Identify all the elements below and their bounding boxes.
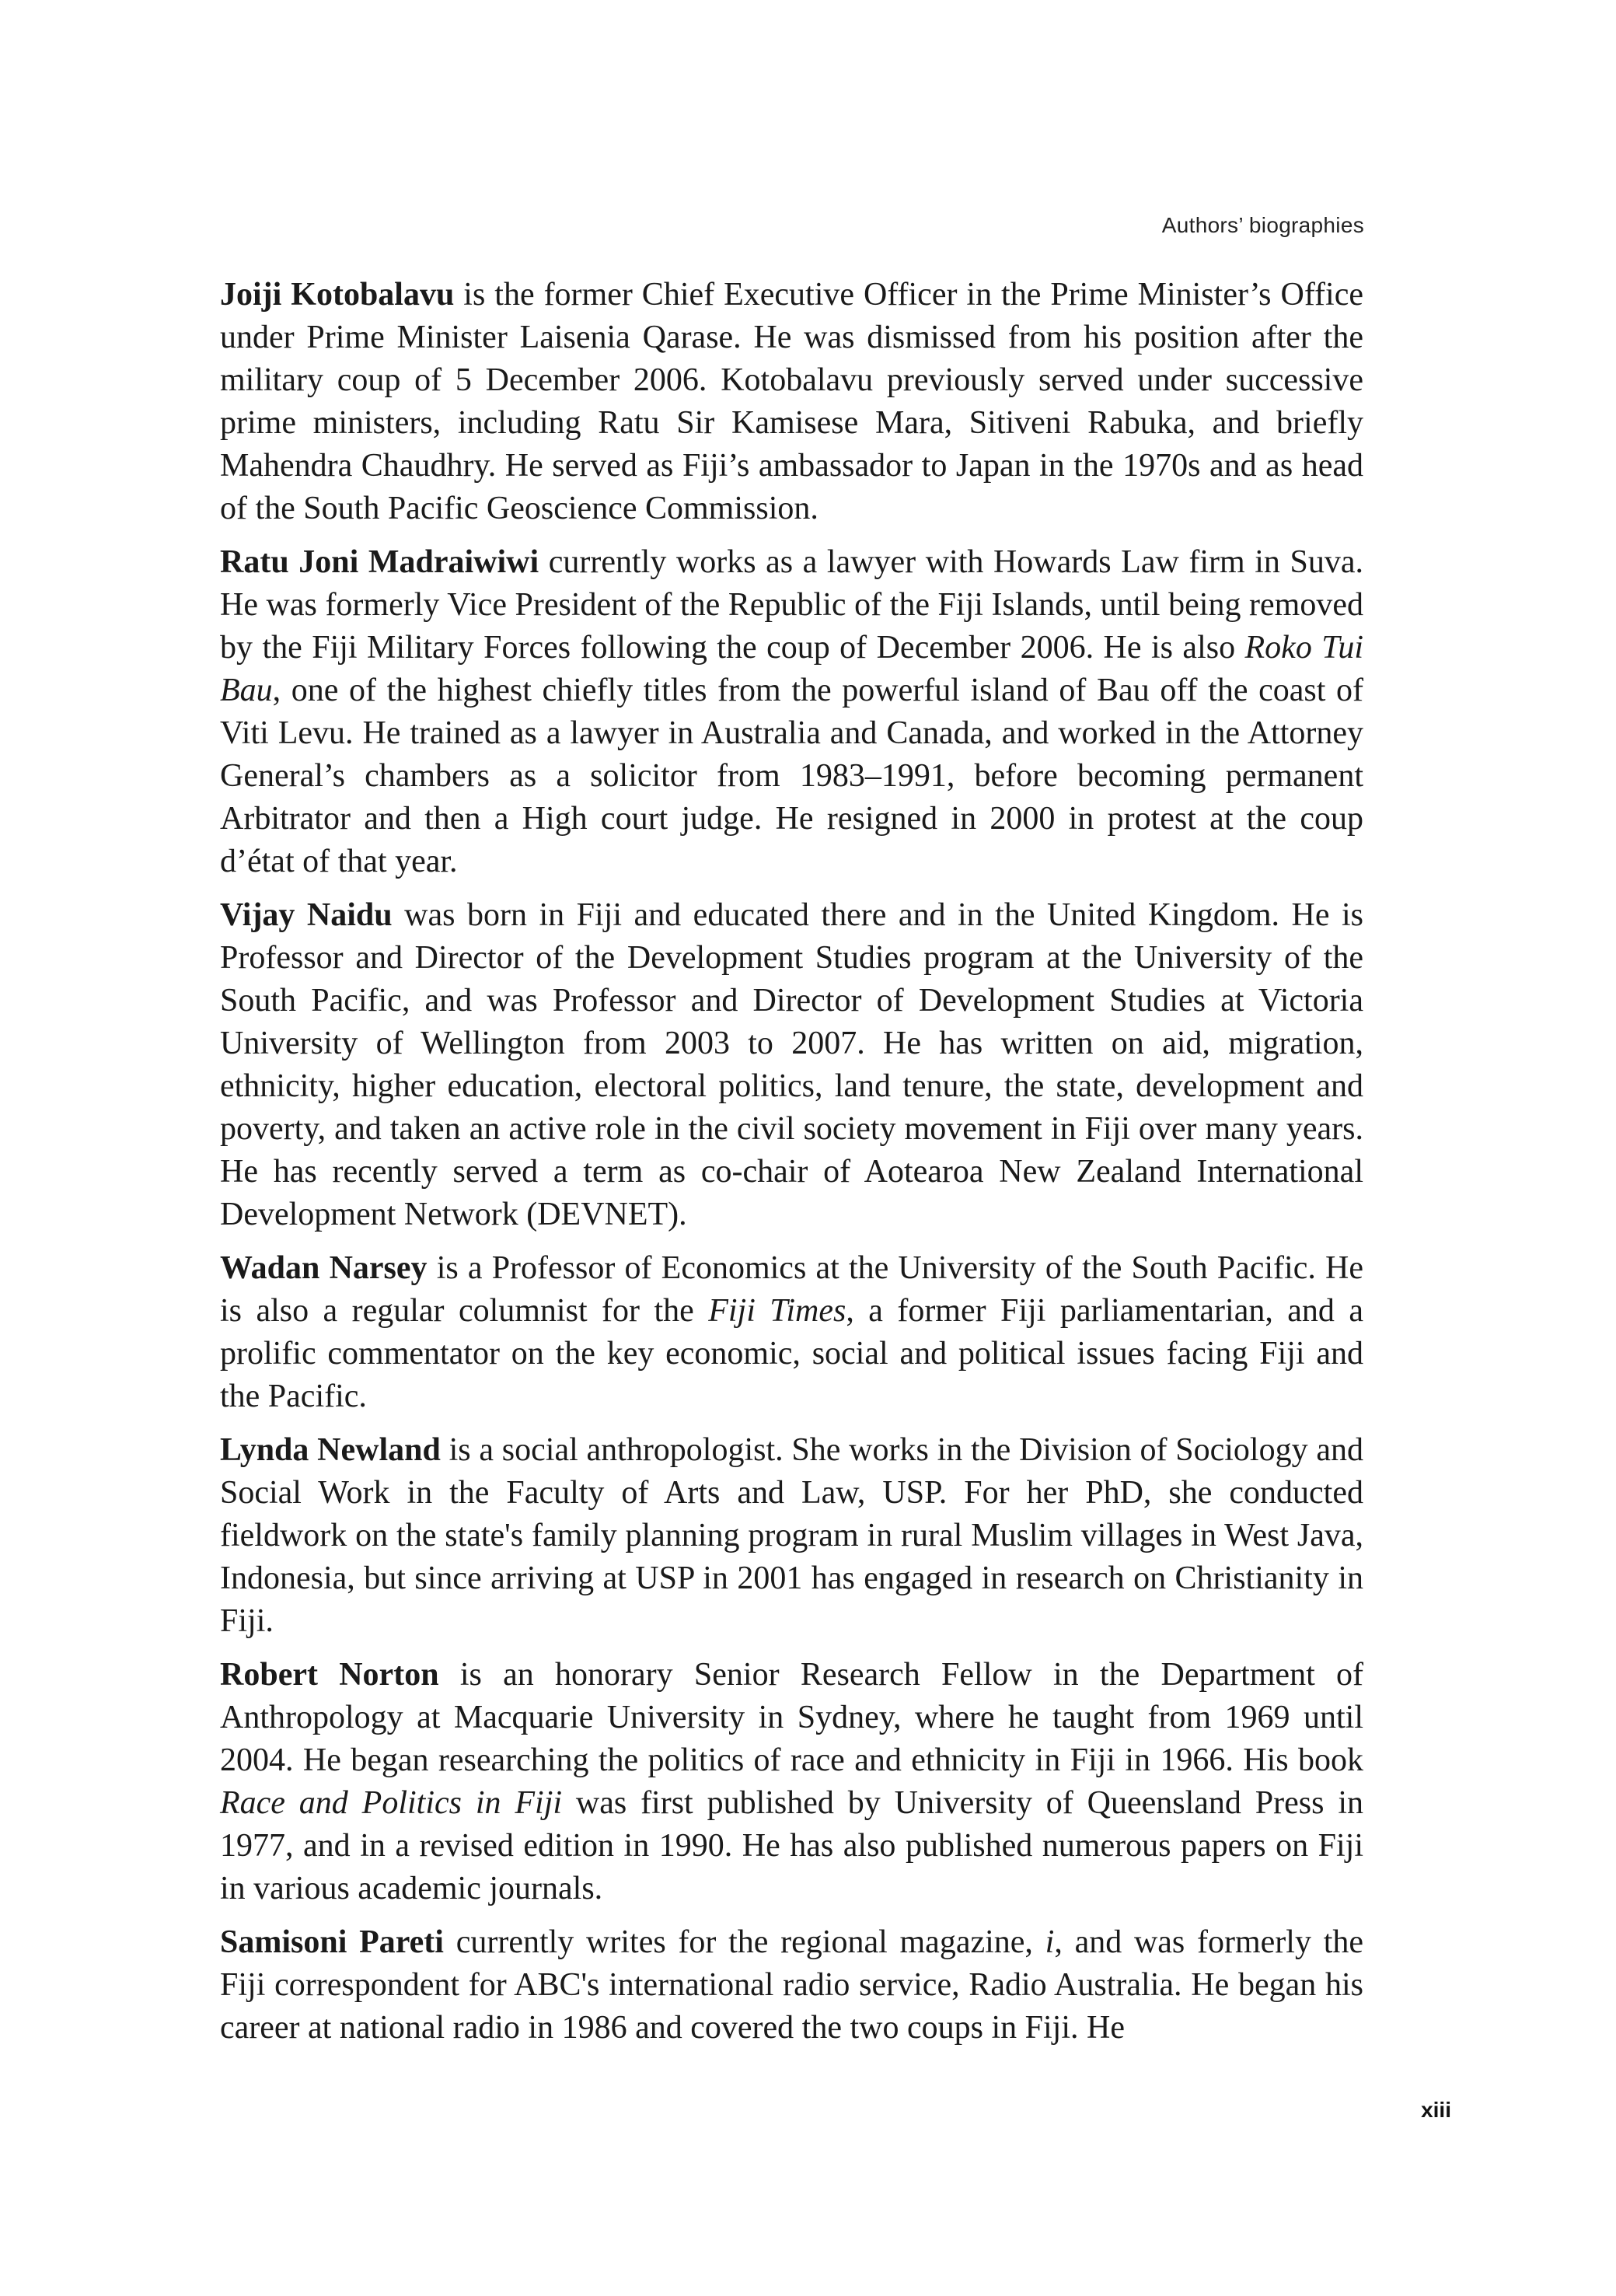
bio-text: currently works as a lawyer with Howards Law firm in Suva. He was formerly Vice President of the Republic of the Fiji Islands, until being removed by the Fiji Military Forces following the coup of December 2006. He is also xyxy=(220,544,1363,666)
bio-italic-title: Roko Tui Bau xyxy=(220,630,1363,708)
bio-newland xyxy=(220,1429,1363,1643)
author-name: Lynda Newland xyxy=(220,1432,441,1468)
bio-text: was first published by University of Queensland Press in 1977, and in a revised edition in 1990. He has also published numerous papers on Fiji in various academic journals. xyxy=(220,1785,1363,1906)
bio-text: , and was formerly the Fiji correspondent for ABC's international radio service, Radio Australia. He began his career at national radio in 1986 and covered the two coups in Fiji. He xyxy=(220,1924,1363,2046)
bio-kotobalavu xyxy=(220,274,1363,530)
author-name: Robert Norton xyxy=(220,1657,439,1693)
page-number: xiii xyxy=(1421,2098,1451,2122)
author-name: Samisoni Pareti xyxy=(220,1924,444,1960)
bio-madraiwiwi xyxy=(220,541,1363,883)
bio-text: is an honorary Senior Research Fellow in the Department of Anthropology at Macquarie University in Sydney, where he taught from 1969 until 2004. He began researching the politics of race and ethnicity in Fiji in 1966. His book xyxy=(220,1657,1363,1778)
running-header: Authors’ biographies xyxy=(1161,213,1364,237)
author-name: Vijay Naidu xyxy=(220,897,393,933)
bio-italic-title: i xyxy=(1045,1924,1055,1960)
author-name: Ratu Joni Madraiwiwi xyxy=(220,544,539,580)
bio-text: is a Professor of Economics at the University of the South Pacific. He is also a regular columnist for the xyxy=(220,1250,1363,1329)
bio-naidu xyxy=(220,894,1363,1236)
author-name: Wadan Narsey xyxy=(220,1250,428,1286)
bio-italic-title: Race and Politics in Fiji xyxy=(220,1785,563,1821)
bio-text: , a former Fiji parliamentarian, and a prolific commentator on the key economic, social and political issues facing Fiji and the Pacific. xyxy=(220,1293,1363,1414)
bio-italic-title: Fiji Times xyxy=(708,1293,846,1329)
bio-text: currently writes for the regional magazine, xyxy=(443,1924,1045,1960)
biographies-body xyxy=(220,274,1363,2060)
bio-text: is a social anthropologist. She works in the Division of Sociology and Social Work in the Faculty of Arts and Law, USP. For her PhD, she conducted fieldwork on the state's family planning program in rural Muslim villages in West Java, Indonesia, but since arriving at USP in 2001 has engaged in research on Christianity in Fiji. xyxy=(220,1432,1363,1639)
bio-text: is the former Chief Executive Officer in the Prime Minister’s Office under Prime Minister Laisenia Qarase. He was dismissed from his position after the military coup of 5 December 2006. Kotobalavu previously served under successive prime ministers, including Ratu Sir Kamisese Mara, Sitiveni Rabuka, and briefly Mahendra Chaudhry. He served as Fiji’s ambassador to Japan in the 1970s and as head of the South Pacific Geoscience Commission. xyxy=(220,277,1363,526)
bio-text: was born in Fiji and educated there and in the United Kingdom. He is Professor and Director of the Development Studies program at the University of the South Pacific, and was Professor and Director of Development Studies at Victoria University of Wellington from 2003 to 2007. He has written on aid, migration, ethnicity, higher education, electoral politics, land tenure, the state, development and poverty, and taken an active role in the civil society movement in Fiji over many years. He has recently served a term as co-chair of Aotearoa New Zealand International Development Network (DEVNET). xyxy=(220,897,1363,1232)
bio-text: , one of the highest chiefly titles from the powerful island of Bau off the coast of Viti Levu. He trained as a lawyer in Australia and Canada, and worked in the Attorney General’s chambers as a solicitor from 1983–1991, before becoming permanent Arbitrator and then a High court judge. He resigned in 2000 in protest at the coup d’état of that year. xyxy=(220,673,1363,879)
bio-narsey xyxy=(220,1247,1363,1418)
bio-norton xyxy=(220,1654,1363,1910)
bio-pareti xyxy=(220,1921,1363,2050)
author-name: Joiji Kotobalavu xyxy=(220,277,455,313)
